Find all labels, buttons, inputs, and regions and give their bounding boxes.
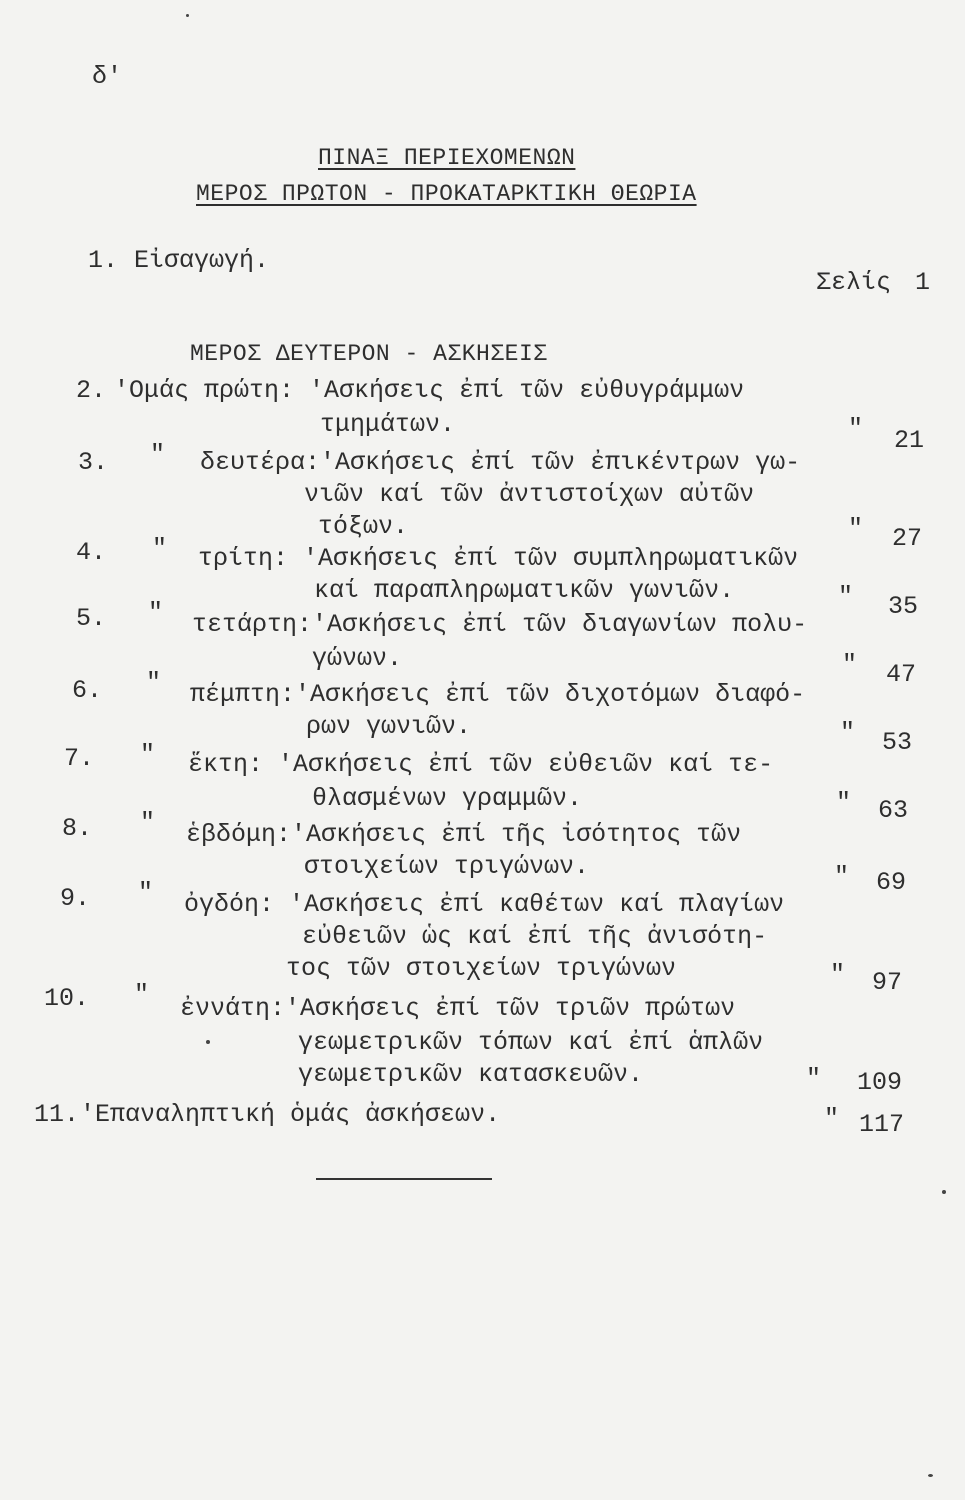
entry-1-page: 1 [914,268,930,297]
entry-9-page: 97 [871,968,902,997]
entry-5-line-1: τετάρτη:'Ασκήσεις ἐπί τῶν διαγωνίων πολυ- [192,610,808,639]
entry-7-page: 63 [877,796,908,825]
entry-8-ditto: " [140,808,156,837]
entry-2-number: 2. [76,376,107,405]
entry-11-page: 117 [858,1110,904,1139]
entry-10-ditto: " [134,980,150,1009]
entry-1-number: 1. [88,246,119,275]
entry-7-line-1: ἕκτη: 'Ασκήσεις ἐπί τῶν εὐθειῶν καί τε- [188,750,774,779]
entry-7-ditto: " [140,740,156,769]
part-one-heading: ΜΕΡΟΣ ΠΡΩΤΟΝ - ΠΡΟΚΑΤΑΡΚΤΙΚΗ ΘΕΩΡΙΑ [196,181,697,207]
entry-11-number: 11. [34,1100,80,1129]
entry-7-page-ditto: " [836,788,852,817]
entry-4-line-1: τρίτη: 'Ασκήσεις ἐπί τῶν συμπληρωματικῶν [198,544,799,573]
entry-6-page-ditto: " [840,718,856,747]
entry-3-line-2: νιῶν καί τῶν ἀντιστοίχων αὐτῶν [304,480,755,509]
scan-speck [942,1190,946,1194]
entry-8-number: 8. [62,814,93,843]
entry-7-line-2: θλασμένων γραμμῶν. [312,784,583,813]
entry-7-number: 7. [64,744,95,773]
entry-10-line-2: γεωμετρικῶν τόπων καί ἐπί ἁπλῶν [298,1028,764,1057]
entry-3-page-ditto: " [848,514,864,543]
part-two-heading: ΜΕΡΟΣ ΔΕΥΤΕΡΟΝ - ΑΣΚΗΣΕΙΣ [190,341,548,367]
scan-speck [186,14,189,17]
entry-10-page: 109 [856,1068,902,1097]
entry-1-title: Εἰσαγωγή. [134,246,270,275]
entry-5-page: 47 [885,660,916,689]
entry-8-page-ditto: " [834,862,850,891]
entry-6-line-2: ρων γωνιῶν. [306,712,472,741]
entry-9-line-1: ὀγδόη: 'Ασκήσεις ἐπί καθέτων καί πλαγίων [184,890,785,919]
entry-6-line-1: πέμπτη:'Ασκήσεις ἐπί τῶν διχοτόμων διαφό- [190,680,806,709]
entry-6-ditto: " [146,668,162,697]
entry-2-page: 21 [893,426,924,455]
entry-5-line-2: γώνων. [312,644,403,673]
entry-10-number: 10. [44,984,90,1013]
entry-10-line-1: ἐννάτη:'Ασκήσεις ἐπί τῶν τριῶν πρώτων [180,994,736,1023]
entry-4-page-ditto: " [838,582,854,611]
entry-5-page-ditto: " [842,650,858,679]
entry-4-number: 4. [76,538,107,567]
page-column-label: Σελίς [816,268,892,297]
entry-9-line-2: εὐθειῶν ὡς καί ἐπί τῆς ἀνισότη- [302,922,768,951]
entry-5-ditto: " [148,598,164,627]
entry-3-line-1: δευτέρα:'Ασκήσεις ἐπί τῶν ἐπικέντρων γω- [200,448,801,477]
entry-3-line-3: τόξων. [318,512,409,541]
entry-3-number: 3. [78,448,109,477]
page-title: ΠΙΝΑΞ ΠΕΡΙΕΧΟΜΕΝΩΝ [318,145,576,171]
entry-9-line-3: τος τῶν στοιχείων τριγώνων [286,954,677,983]
entry-11-page-ditto: " [824,1104,840,1133]
entry-8-line-2: στοιχείων τριγώνων. [304,852,590,881]
entry-2-line-2: τμημάτων. [320,410,456,439]
entry-2-ditto: " [848,414,864,443]
entry-6-number: 6. [72,676,103,705]
entry-4-ditto: " [152,534,168,563]
page-number: δ' [92,62,123,91]
entry-3-ditto: " [150,440,166,469]
entry-10-line-3: γεωμετρικῶν κατασκευῶν. [298,1060,644,1089]
closing-rule [316,1178,492,1180]
entry-5-number: 5. [76,604,107,633]
entry-10-page-ditto: " [806,1064,822,1093]
entry-8-page: 69 [875,868,906,897]
entry-4-page: 35 [887,592,918,621]
entry-8-line-1: ἑβδόμη:'Ασκήσεις ἐπί τῆς ἰσότητος τῶν [186,820,742,849]
entry-9-ditto: " [138,878,154,907]
entry-9-page-ditto: " [830,960,846,989]
entry-11-title: 'Επαναληπτική ὁμάς ἀσκήσεων. [80,1100,501,1129]
scan-speck [206,1040,210,1044]
entry-6-page: 53 [881,728,912,757]
scan-speck [928,1474,933,1477]
entry-4-line-2: καί παραπληρωματικῶν γωνιῶν. [314,576,735,605]
entry-3-page: 27 [891,524,922,553]
entry-2-line-1: 'Ομάς πρώτη: 'Ασκήσεις ἐπί τῶν εὐθυγράμμων [114,376,745,405]
entry-9-number: 9. [60,884,91,913]
